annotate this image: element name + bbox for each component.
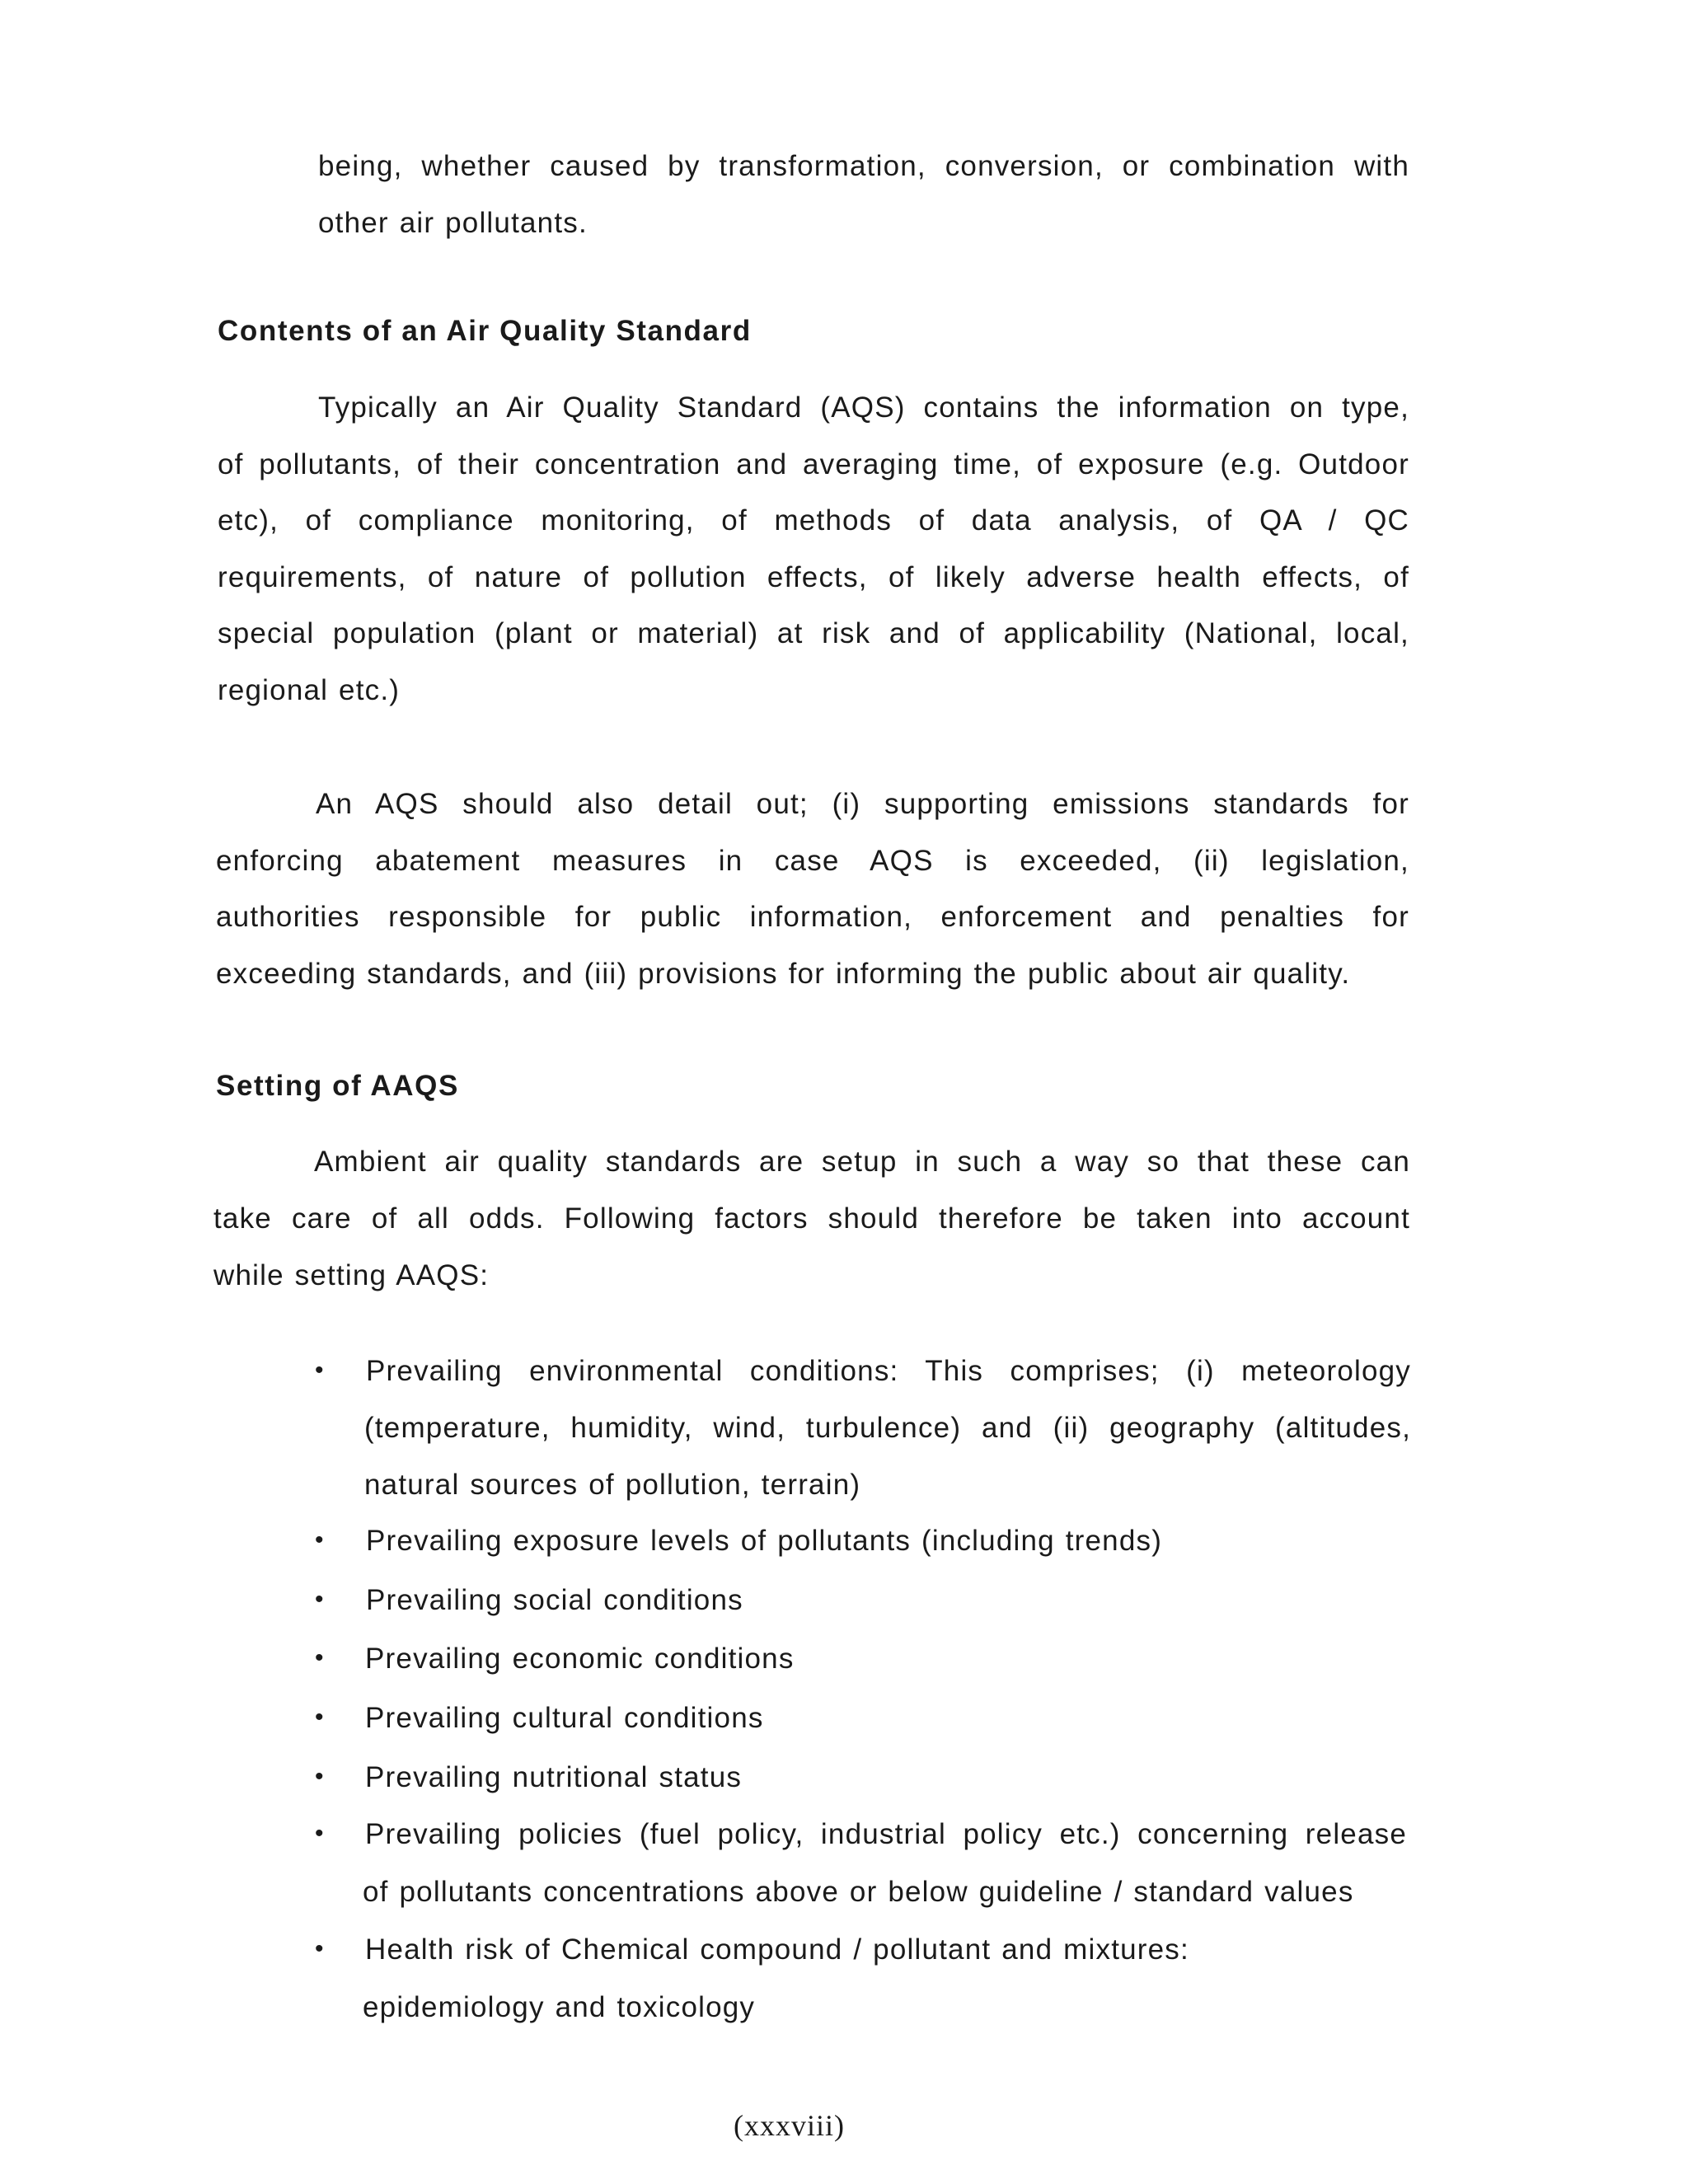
list-item-line: of pollutants concentrations above or below guideline / standard values xyxy=(363,1876,1354,1908)
bullet-icon: • xyxy=(315,1820,324,1847)
list-item-line: Prevailing environmental conditions: This comprises; (i) meteorology xyxy=(366,1355,1411,1387)
bullet-icon: • xyxy=(315,1586,324,1613)
list-item-line: natural sources of pollution, terrain) xyxy=(364,1469,861,1501)
setting-p-line-1: Ambient air quality standards are setup in such a way so that these can xyxy=(314,1146,1410,1178)
setting-p-line-2: take care of all odds. Following factors should therefore be taken into account xyxy=(213,1202,1410,1235)
bullet-icon: • xyxy=(315,1644,324,1671)
list-item-line: Prevailing policies (fuel policy, industrial policy etc.) concerning release xyxy=(365,1818,1407,1850)
contents-p1-line-4: requirements, of nature of pollution effects, of likely adverse health effects, of xyxy=(218,561,1409,593)
list-item-line: Prevailing exposure levels of pollutants (including trends) xyxy=(366,1525,1163,1557)
contents-p2-line-2: enforcing abatement measures in case AQS is exceeded, (ii) legislation, xyxy=(216,845,1409,877)
bullet-icon: • xyxy=(315,1357,324,1384)
setting-p-line-3: while setting AAQS: xyxy=(213,1259,490,1291)
contents-heading: Contents of an Air Quality Standard xyxy=(218,315,752,347)
bullet-icon: • xyxy=(315,1763,324,1790)
contents-p1-line-2: of pollutants, of their concentration and averaging time, of exposure (e.g. Outdoor xyxy=(218,448,1409,480)
setting-heading: Setting of AAQS xyxy=(216,1070,459,1102)
contents-p2-line-1: An AQS should also detail out; (i) supporting emissions standards for xyxy=(316,788,1409,820)
list-item-line: Prevailing social conditions xyxy=(366,1584,743,1616)
bullet-icon: • xyxy=(315,1935,324,1962)
list-item-line: (temperature, humidity, wind, turbulence) and (ii) geography (altitudes, xyxy=(364,1412,1411,1444)
list-item-line: Health risk of Chemical compound / pollutant and mixtures: xyxy=(365,1933,1189,1966)
contents-p2-line-3: authorities responsible for public information, enforcement and penalties for xyxy=(216,901,1409,933)
contents-p1-line-3: etc), of compliance monitoring, of methods of data analysis, of QA / QC xyxy=(218,504,1409,537)
page-number: (xxxviii) xyxy=(734,2109,845,2142)
list-item-line: Prevailing cultural conditions xyxy=(365,1702,764,1734)
list-item-line: epidemiology and toxicology xyxy=(363,1991,756,2023)
contents-p1-line-5: special population (plant or material) at risk and of applicability (National, local, xyxy=(218,617,1409,649)
bullet-icon: • xyxy=(315,1704,324,1731)
intro-line-2: other air pollutants. xyxy=(318,207,588,239)
list-item-line: Prevailing nutritional status xyxy=(365,1761,743,1793)
intro-line-1: being, whether caused by transformation, conversion, or combination with xyxy=(318,150,1409,182)
bullet-icon: • xyxy=(315,1526,324,1554)
contents-p1-line-1: Typically an Air Quality Standard (AQS) contains the information on type, xyxy=(318,391,1409,424)
contents-p2-line-4: exceeding standards, and (iii) provisions for informing the public about air quality. xyxy=(216,958,1351,990)
list-item-line: Prevailing economic conditions xyxy=(365,1643,795,1675)
contents-p1-line-6: regional etc.) xyxy=(218,674,401,706)
